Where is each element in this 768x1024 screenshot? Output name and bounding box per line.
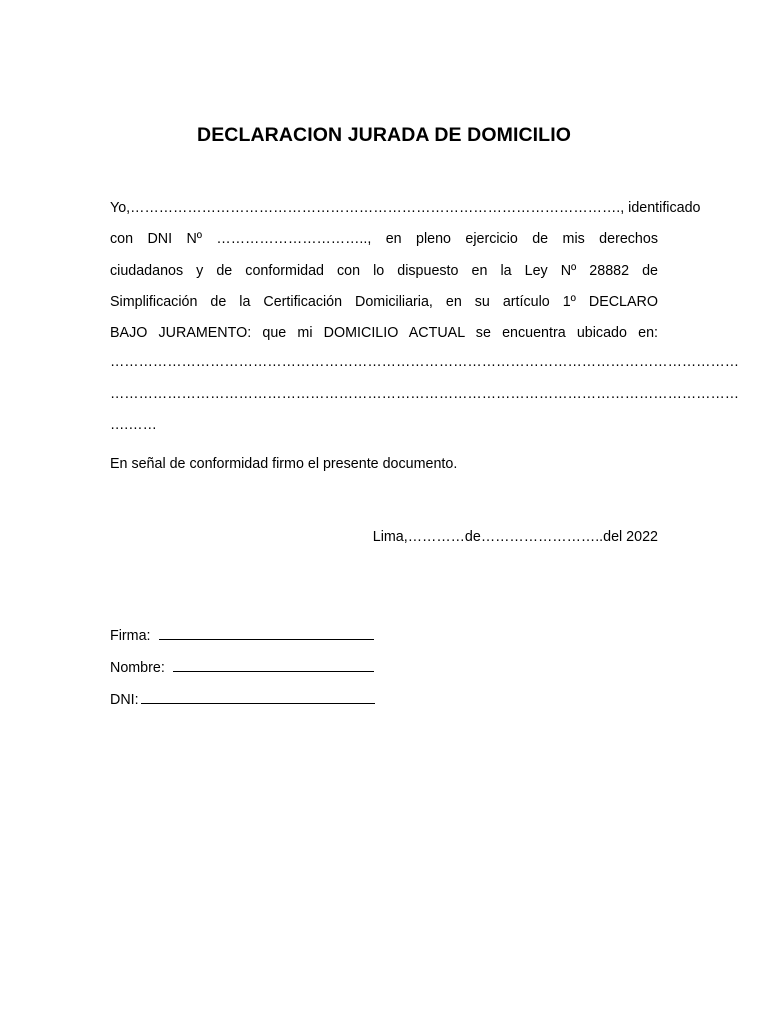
signature-row (110, 625, 374, 644)
document-title: DECLARACION JURADA DE DOMICILIO (197, 124, 571, 146)
declaration-paragraph (110, 193, 701, 349)
firma-label: Firma: (110, 628, 151, 644)
body-line: Yo,…………………………………………………………………………………………., identificado (110, 200, 701, 216)
name-row (110, 657, 374, 676)
nombre-label: Nombre: (110, 660, 165, 676)
body-line: ciudadanos y de conformidad con lo dispuesto en la Ley Nº 28882 de (110, 262, 658, 279)
firma-line[interactable] (159, 625, 374, 640)
address-dots-line-1: …………………………………………………………………………………………………………………… (110, 354, 740, 370)
dni-line[interactable] (141, 689, 375, 704)
nombre-line[interactable] (173, 657, 374, 672)
dni-row (110, 689, 375, 708)
body-line: con DNI Nº ………………………….., en pleno ejercicio de mis derechos (110, 231, 658, 248)
body-line: BAJO JURAMENTO: que mi DOMICILIO ACTUAL se encuentra ubicado en: (110, 325, 658, 342)
address-dots-line-3: ….…… (110, 417, 157, 433)
closing-statement: En señal de conformidad firmo el presente documento. (110, 456, 458, 472)
dni-label: DNI: (110, 692, 139, 708)
date-line: Lima,…………de……………………..del 2022 (372, 529, 658, 545)
body-line: Simplificación de la Certificación Domiciliaria, en su artículo 1º DECLARO (110, 293, 658, 310)
address-dots-line-2: …………………………………………………………………………………………………………………… (110, 386, 740, 402)
